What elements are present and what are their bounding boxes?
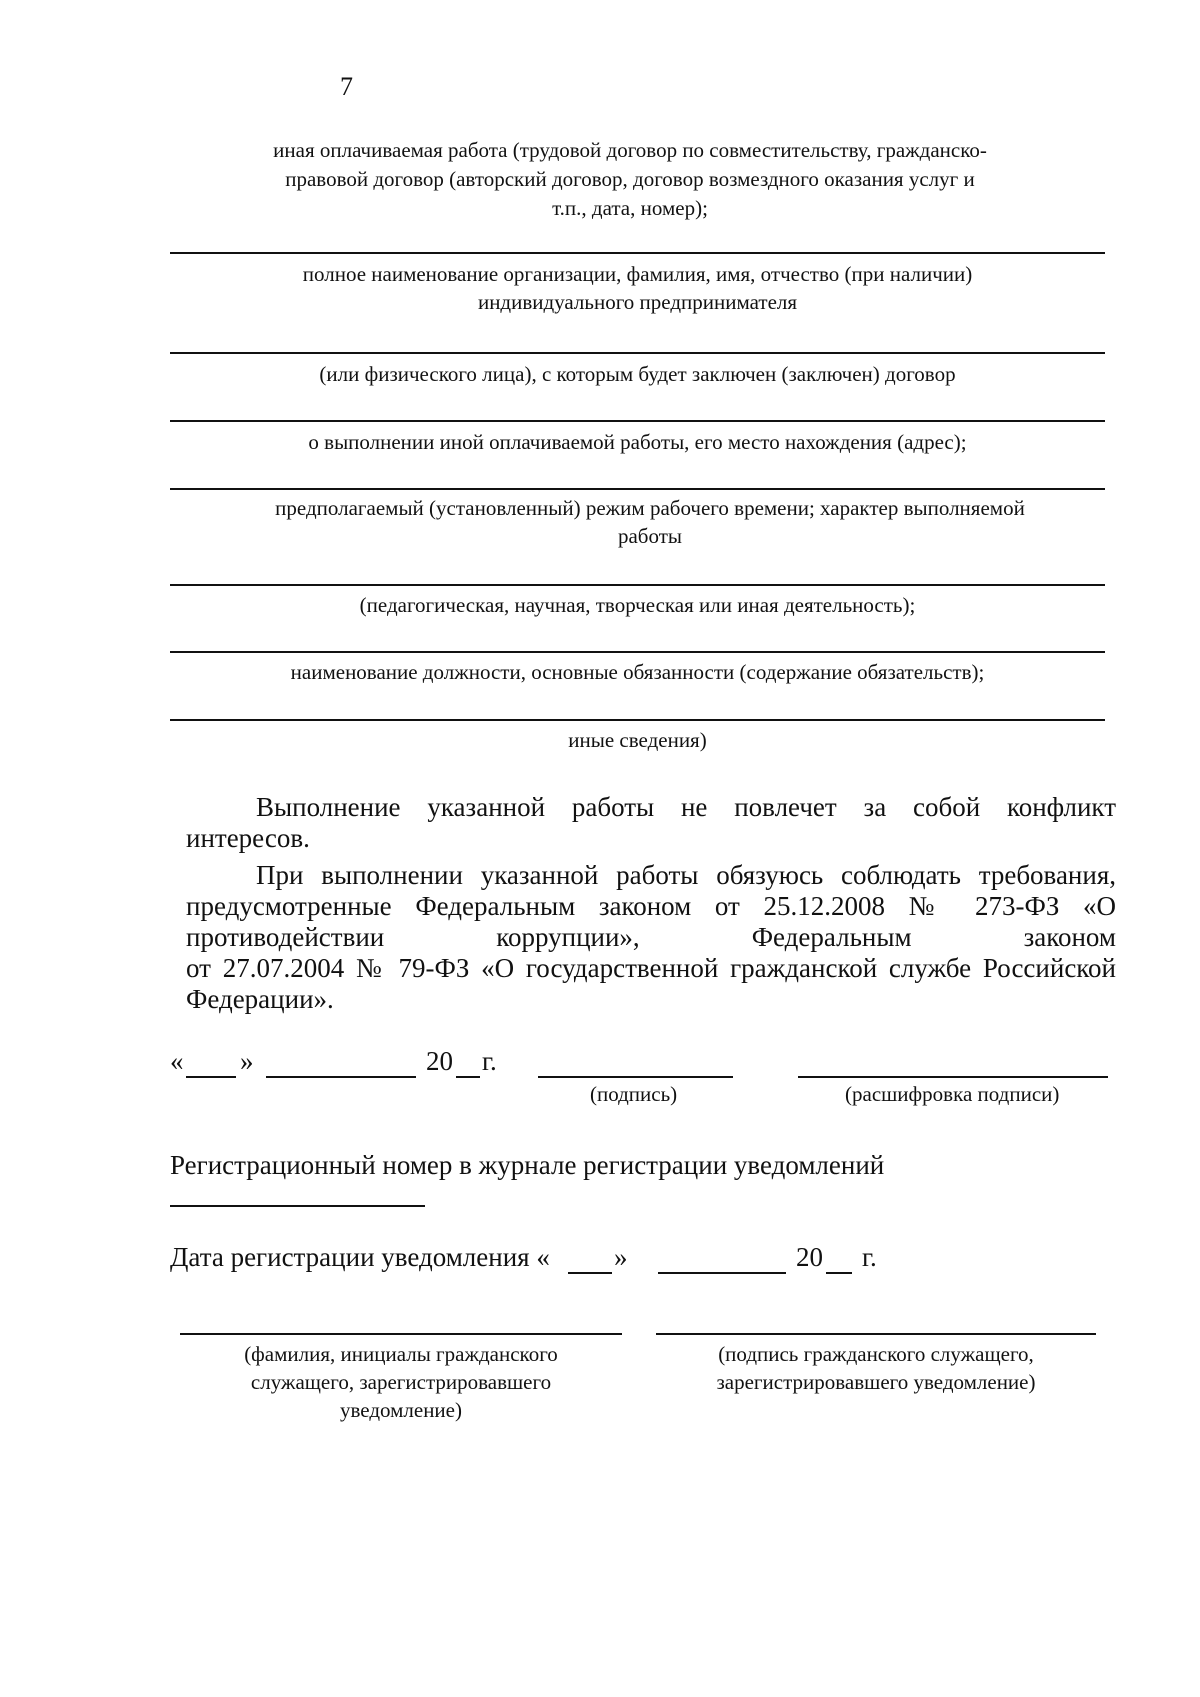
hint-position-duties: наименование должности, основные обязанности (содержание обязательств); [290,660,985,684]
obligation-statement-line-1: При выполнении указанной работы обязуюсь соблюдать требования, [256,860,1116,890]
header-line-3: т.п., дата, номер); [552,196,708,220]
header-line-2: правовой договор (авторский договор, договор возмездного оказания услуг и [285,167,975,191]
registration-day-blank[interactable] [568,1272,612,1274]
registrar-name-caption-line-1: (фамилия, инициалы гражданского [244,1342,558,1366]
signature-caption: (подпись) [590,1082,678,1106]
hint-other-info: иные сведения) [568,728,707,752]
day-blank[interactable] [186,1076,236,1078]
date-open-quote: « [170,1046,184,1076]
hint-address: о выполнении иной оплачиваемой работы, его место нахождения (адрес); [308,430,967,454]
conflict-statement-line-2: интересов. [186,823,310,853]
hint-organization-line-2: индивидуального предпринимателя [477,290,798,314]
signature-decode-blank[interactable] [798,1076,1108,1078]
hint-organization-line-1: полное наименование организации, фамилия, имя, отчество (при наличии) [302,262,973,286]
hint-organization [170,260,1105,316]
year-suffix: г. [482,1046,497,1076]
registrar-signature-caption [656,1340,1096,1396]
registrar-name-caption-line-2: служащего, зарегистрировавшего [250,1370,552,1394]
year-prefix: 20 [426,1046,453,1076]
blank-line-4[interactable] [170,488,1105,490]
registration-number-blank[interactable] [170,1205,425,1207]
registrar-signature-caption-line-2: зарегистрировавшего уведомление) [716,1370,1036,1394]
hint-individual: (или физического лица), с которым будет заключен (заключен) договор [319,362,956,386]
registration-date-label: Дата регистрации уведомления « [170,1242,550,1272]
date-close-quote: » [240,1046,254,1076]
hint-work-regime-line-1: предполагаемый (установленный) режим рабочего времени; характер выполняемой [275,496,1025,520]
header-text [200,136,1060,223]
registrar-signature-caption-line-1: (подпись гражданского служащего, [718,1342,1034,1366]
page-number: 7 [340,72,353,101]
obligation-statement [186,860,1116,1015]
hint-activity-type: (педагогическая, научная, творческая или иная деятельность); [359,593,916,617]
signature-blank[interactable] [538,1076,733,1078]
registration-date-row [170,1242,890,1276]
registration-date-close-quote: » [614,1242,628,1272]
blank-line-6[interactable] [170,651,1105,653]
year-blank[interactable] [456,1076,480,1078]
registrar-name-caption [180,1340,622,1424]
registration-year-prefix: 20 [796,1242,823,1272]
registration-year-blank[interactable] [826,1272,852,1274]
registration-year-suffix: г. [862,1242,877,1272]
blank-line-5[interactable] [170,584,1105,586]
signature-row [170,1046,1110,1080]
obligation-statement-line-3: противодействии коррупции», Федеральным законом [186,922,1116,952]
obligation-statement-line-2: предусмотренные Федеральным законом от 25.12.2008 № 273-ФЗ «О [186,891,1116,921]
blank-line-3[interactable] [170,420,1105,422]
registrar-signature-blank[interactable] [656,1333,1096,1335]
obligation-statement-line-4: от 27.07.2004 № 79-ФЗ «О государственной гражданской службе Российской [186,953,1116,983]
registration-month-blank[interactable] [658,1272,786,1274]
signature-decode-caption: (расшифровка подписи) [845,1082,1060,1106]
blank-line-7[interactable] [170,719,1105,721]
obligation-statement-line-5: Федерации». [186,984,334,1014]
registrar-name-blank[interactable] [180,1333,622,1335]
blank-line-2[interactable] [170,352,1105,354]
registration-number-label: Регистрационный номер в журнале регистрации уведомлений [170,1150,885,1180]
header-line-1: иная оплачиваемая работа (трудовой договор по совместительству, гражданско- [273,138,987,162]
registrar-name-caption-line-3: уведомление) [339,1398,462,1422]
blank-line-1[interactable] [170,252,1105,254]
hint-work-regime-line-2: работы [617,524,682,548]
hint-work-regime [200,494,1100,550]
month-blank[interactable] [266,1076,416,1078]
conflict-statement-line-1: Выполнение указанной работы не повлечет за собой конфликт [256,792,1116,822]
conflict-statement [186,792,1116,854]
